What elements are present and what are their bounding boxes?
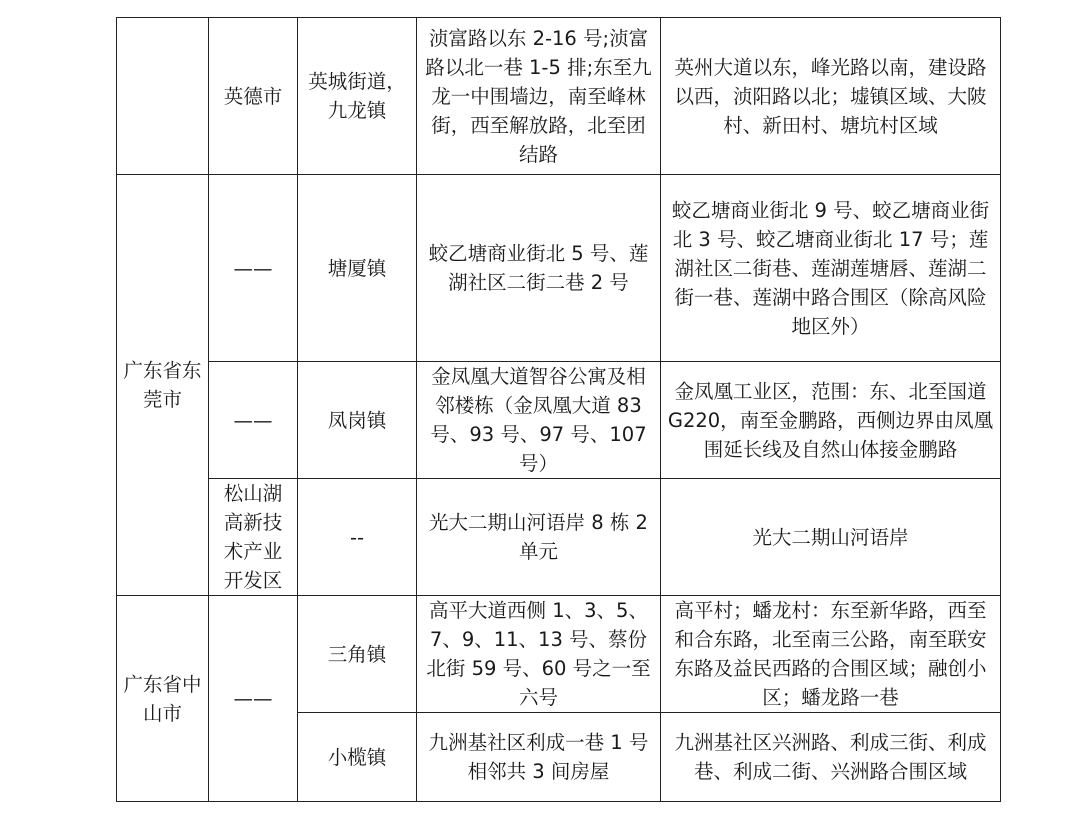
area-cell: 英州大道以东，峰光路以南，建设路以西，浈阳路以北；墟镇区域、大陂村、新田村、塘坑村区域: [661, 18, 1001, 175]
district-cell: 英德市: [209, 18, 298, 175]
table-row: [117, 596, 1001, 713]
town-cell: 小榄镇: [298, 713, 417, 802]
table-row: [117, 479, 1001, 596]
district-cell: 松山湖高新技术产业开发区: [209, 479, 298, 596]
table-row: [117, 362, 1001, 479]
town-cell: 三角镇: [298, 596, 417, 713]
risk-area-table: [116, 17, 1001, 802]
town-cell: 凤岗镇: [298, 362, 417, 479]
table-row: [117, 175, 1001, 362]
town-cell: 英城街道，九龙镇: [298, 18, 417, 175]
address-cell: 浈富路以东 2-16 号;浈富路以北一巷 1-5 排;东至九龙一中围墙边，南至峰林街，西至解放路，北至团结路: [417, 18, 661, 175]
address-cell: 九洲基社区利成一巷 1 号相邻共 3 间房屋: [417, 713, 661, 802]
town-cell: 塘厦镇: [298, 175, 417, 362]
area-cell: 九洲基社区兴洲路、利成三街、利成巷、利成二街、兴洲路合围区域: [661, 713, 1001, 802]
area-cell: 蛟乙塘商业街北 9 号、蛟乙塘商业街北 3 号、蛟乙塘商业街北 17 号；莲湖社区二街巷、莲湖莲塘唇、莲湖二街一巷、莲湖中路合围区（除高风险地区外）: [661, 175, 1001, 362]
province-cell: 广东省中山市: [117, 596, 209, 802]
province-cell: [117, 18, 209, 175]
district-cell: ——: [209, 596, 298, 802]
address-cell: 高平大道西侧 1、3、5、7、9、11、13 号、蔡份北街 59 号、60 号之一至六号: [417, 596, 661, 713]
address-cell: 金凤凰大道智谷公寓及相邻楼栋（金凤凰大道 83 号、93 号、97 号、107 号）: [417, 362, 661, 479]
district-cell: ——: [209, 175, 298, 362]
area-cell: 光大二期山河语岸: [661, 479, 1001, 596]
district-cell: ——: [209, 362, 298, 479]
address-cell: 蛟乙塘商业街北 5 号、莲湖社区二街二巷 2 号: [417, 175, 661, 362]
town-cell: --: [298, 479, 417, 596]
area-cell: 金凤凰工业区，范围：东、北至国道 G220，南至金鹏路，西侧边界由凤凰围延长线及自然山体接金鹏路: [661, 362, 1001, 479]
province-cell: 广东省东莞市: [117, 175, 209, 596]
area-cell: 高平村；蟠龙村：东至新华路，西至和合东路，北至南三公路，南至联安东路及益民西路的合围区域；融创小区；蟠龙路一巷: [661, 596, 1001, 713]
table-row: [117, 18, 1001, 175]
address-cell: 光大二期山河语岸 8 栋 2 单元: [417, 479, 661, 596]
